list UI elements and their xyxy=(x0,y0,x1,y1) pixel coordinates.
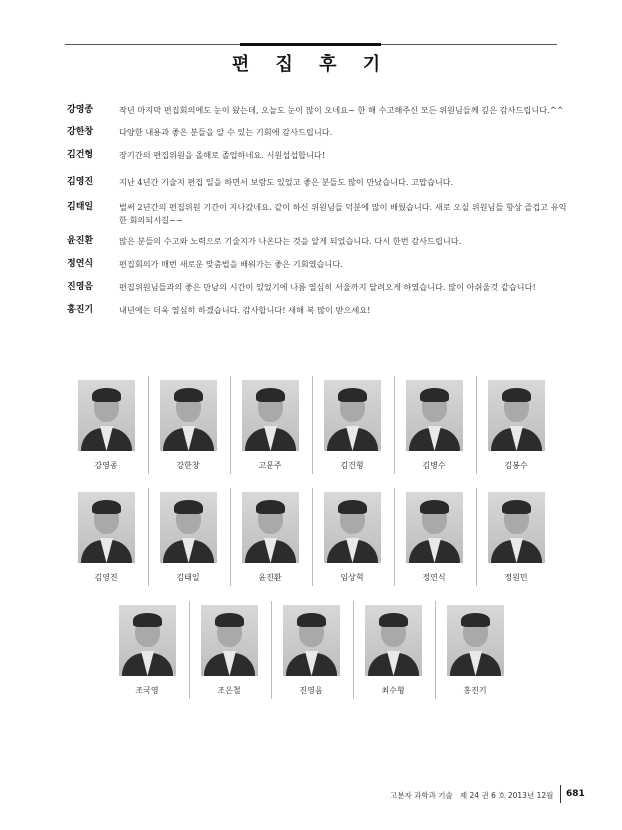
comment-text: 편집회의가 매번 새로운 맞춤법을 배워가는 좋은 기회였습니다. xyxy=(119,259,343,269)
issue-info: 제 24 권 6 호 2013년 12월 xyxy=(459,791,554,800)
member-name: 김영진 xyxy=(94,573,118,582)
member-name: 김봉수 xyxy=(504,461,528,470)
comment-text: 벌써 2년간의 편집위원 기간이 지나갔네요. 같이 하신 위원님들 덕분에 많이 배웠습니다. 새로 오실 위원님들 항상 즐겁고 유익한 회의되시길~~ xyxy=(119,202,567,225)
member-photo xyxy=(242,492,299,563)
comment-text: 작년 마지막 편집회의에도 눈이 왔는데, 오늘도 눈이 많이 오네요~ 한 해 수고해주신 모든 위원님들께 깊은 감사드립니다.^^ xyxy=(119,105,564,115)
comment-text: 편집위원님들과의 좋은 만남의 시간이 있었기에 나름 열심히 서울까지 달려오게 하였습니다. 많이 아쉬울것 같습니다! xyxy=(119,282,536,292)
member-name: 조은철 xyxy=(217,686,241,695)
member-photo xyxy=(406,492,463,563)
comment-text: 많은 분들의 수고와 노력으로 기술지가 나온다는 것을 알게 되었습니다. 다시 한번 감사드립니다. xyxy=(119,236,462,246)
comment-author: 김건형 xyxy=(67,150,94,160)
member-photo xyxy=(78,492,135,563)
comment-row xyxy=(67,104,567,117)
member-photo xyxy=(324,380,381,451)
member-name: 강한창 xyxy=(176,461,200,470)
member-photo xyxy=(201,605,258,676)
member-photo xyxy=(488,380,545,451)
comment-author: 윤진환 xyxy=(67,236,94,246)
comment-author: 진영음 xyxy=(67,282,94,292)
comment-author: 강영종 xyxy=(67,105,94,115)
member-name: 김건형 xyxy=(340,461,364,470)
member-photo xyxy=(160,380,217,451)
member-name: 윤진환 xyxy=(258,573,282,582)
member-name: 조국영 xyxy=(135,686,159,695)
member-photo xyxy=(406,380,463,451)
comment-author: 홍진기 xyxy=(67,305,94,315)
footer-journal-info xyxy=(390,790,553,801)
member-photo xyxy=(447,605,504,676)
comment-row xyxy=(67,201,567,226)
page-title: 편 집 후 기 xyxy=(231,54,391,75)
title-accent-bar xyxy=(240,43,381,46)
comment-row xyxy=(67,258,567,271)
member-name: 정연식 xyxy=(422,573,446,582)
member-photo xyxy=(78,380,135,451)
comment-author: 김영진 xyxy=(67,177,94,187)
comment-text: 내년에는 더욱 열심히 하겠습니다. 감사합니다! 새해 복 많이 받으세요! xyxy=(119,305,371,315)
member-name: 정원민 xyxy=(504,573,528,582)
comment-author: 정연식 xyxy=(67,259,94,269)
member-name: 고문주 xyxy=(258,461,282,470)
comment-text: 지난 4년간 기술지 편집 일을 하면서 보람도 있었고 좋은 분들도 많이 만났습니다. 고맙습니다. xyxy=(119,177,454,187)
comment-text: 다양한 내용과 좋은 분들을 알 수 있는 기회에 감사드립니다. xyxy=(119,127,333,137)
member-name: 강영종 xyxy=(94,461,118,470)
comment-text: 장기간의 편집위원을 올해로 졸업하네요. 시원섭섭합니다! xyxy=(119,150,326,160)
member-photo xyxy=(283,605,340,676)
footer-divider xyxy=(560,785,561,803)
member-photo xyxy=(488,492,545,563)
member-name: 김태일 xyxy=(176,573,200,582)
comment-author: 강한창 xyxy=(67,127,94,137)
journal-name: 고분자 과학과 기술 xyxy=(390,791,453,800)
member-photo xyxy=(160,492,217,563)
comment-row xyxy=(67,126,567,139)
comment-row xyxy=(67,235,567,248)
member-name: 진영음 xyxy=(299,686,323,695)
page-number: 681 xyxy=(566,789,585,799)
member-name: 최수형 xyxy=(381,686,405,695)
member-photo xyxy=(242,380,299,451)
member-photo xyxy=(119,605,176,676)
member-photo xyxy=(365,605,422,676)
member-name: 임상혁 xyxy=(340,573,364,582)
member-photo xyxy=(324,492,381,563)
member-name: 김병수 xyxy=(422,461,446,470)
comment-row xyxy=(67,281,567,294)
comment-row xyxy=(67,304,567,317)
comment-row xyxy=(67,176,567,189)
comment-author: 김태일 xyxy=(67,202,94,212)
member-name: 홍진기 xyxy=(463,686,487,695)
comment-row xyxy=(67,149,567,162)
